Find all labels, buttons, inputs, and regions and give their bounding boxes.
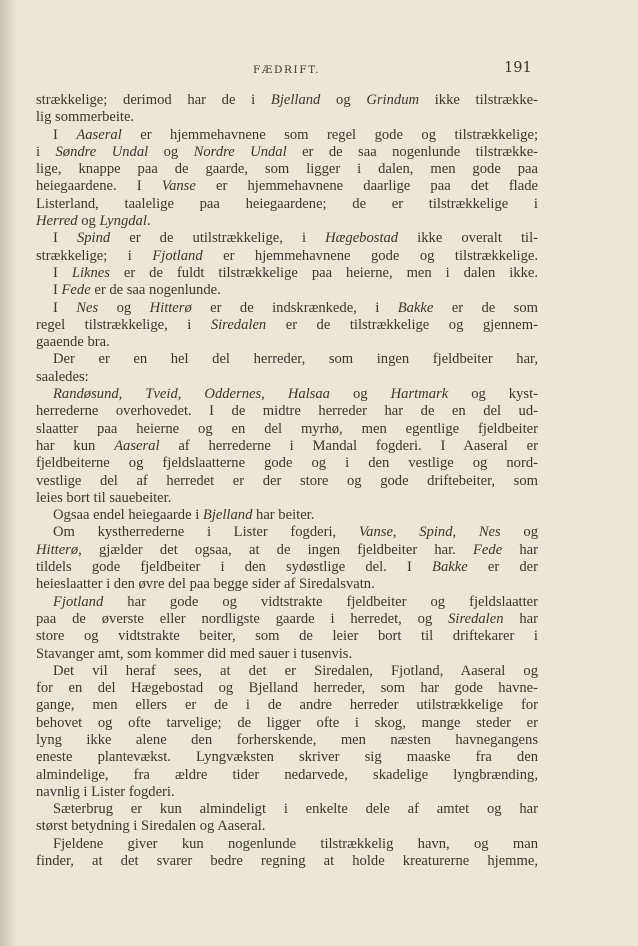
text-line bbox=[36, 628, 538, 645]
text-segment: er de saa nogenlunde tilstrække- bbox=[286, 143, 539, 160]
text-line bbox=[36, 178, 538, 195]
italic-place-name: Fjotland bbox=[152, 247, 203, 264]
text-line bbox=[36, 524, 538, 541]
text-segment: i bbox=[36, 143, 56, 160]
text-line bbox=[36, 438, 538, 455]
text-segment: ikke overalt til- bbox=[398, 230, 538, 247]
text-line bbox=[36, 559, 538, 576]
italic-place-name: Aaseral bbox=[114, 437, 160, 454]
text-line bbox=[36, 403, 538, 420]
text-segment: gaaende bra. bbox=[36, 334, 110, 351]
text-segment: og bbox=[320, 92, 367, 108]
running-head: FÆDRIFT. bbox=[253, 64, 321, 76]
text-line bbox=[36, 818, 538, 835]
text-segment: og bbox=[148, 143, 194, 160]
text-line bbox=[36, 127, 538, 144]
text-segment: Fjeldene giver kun nogenlunde tilstrækkelig havn, og man bbox=[53, 835, 538, 852]
text-segment: er de saa nogenlunde. bbox=[90, 282, 221, 299]
italic-place-name: Vanse bbox=[161, 178, 196, 195]
italic-place-name: Siredalen bbox=[448, 610, 504, 627]
text-segment: paa de øverste eller nordligste gaarde i herredet, og bbox=[36, 610, 449, 627]
text-line bbox=[36, 455, 538, 472]
text-segment: lige, knappe paa de gaarde, som ligger i dalen, men gode paa bbox=[36, 161, 538, 178]
italic-place-name: Nordre Undal bbox=[193, 143, 287, 160]
text-segment: heiegaardene. I bbox=[36, 178, 162, 195]
italic-place-name: Spind bbox=[76, 230, 111, 247]
text-line bbox=[36, 282, 538, 299]
text-segment: har gode og vidtstrakte fjeldbeiter og fjeldslaatter bbox=[103, 593, 538, 610]
text-segment: har bbox=[502, 541, 538, 558]
text-segment: ikke tilstrække- bbox=[419, 92, 538, 108]
text-segment: navnlig i Lister fogderi. bbox=[36, 783, 175, 800]
text-line bbox=[36, 663, 538, 680]
text-segment: Stavanger amt, som kommer did med sauer i tusenvis. bbox=[36, 645, 353, 662]
italic-place-name: Siredalen bbox=[210, 316, 267, 333]
text-segment: tildels gode fjeldbeiter i den sydøstlige del. I bbox=[36, 559, 433, 576]
text-segment: Sæterbrug er kun almindeligt i enkelte dele af amtet og har bbox=[53, 801, 538, 818]
text-line bbox=[36, 732, 538, 749]
italic-place-name: Randøsund, Tveid, Oddernes, Halsaa bbox=[53, 386, 330, 403]
text-segment: leies bort til sauebeiter. bbox=[36, 489, 172, 506]
text-segment: vestlige del af herredet er der store og gode driftebeiter, som bbox=[36, 472, 538, 489]
text-segment: og bbox=[98, 299, 150, 316]
text-segment: Der er en hel del herreder, som ingen fjeldbeiter har, bbox=[53, 351, 538, 368]
text-segment: Det vil heraf sees, at det er Siredalen, Fjotland, Aaseral og bbox=[53, 662, 538, 679]
italic-place-name: Liknes bbox=[71, 264, 110, 281]
text-line bbox=[36, 196, 538, 213]
text-segment: eneste plantevækst. Lyngvæksten skriver sig maaske fra den bbox=[36, 749, 538, 766]
italic-place-name: Grindum bbox=[366, 92, 420, 108]
text-segment: herrederne overhovedet. I de midtre herreder har de en del ud- bbox=[36, 403, 538, 420]
text-segment: fjeldbeiterne og fjeldslaatterne gode og i den vestlige og nord- bbox=[36, 455, 538, 472]
page-number: 191 bbox=[504, 60, 532, 76]
text-segment: slaatter paa heierne og en del myrhø, men egentlige fjeldbeiter bbox=[36, 420, 538, 437]
text-line bbox=[36, 213, 538, 230]
text-line bbox=[36, 784, 538, 801]
text-segment: heieslaatter i den øvre del paa begge sider af Siredalsvatn. bbox=[36, 576, 375, 593]
text-line bbox=[36, 473, 538, 490]
text-segment: I bbox=[53, 264, 72, 281]
text-line bbox=[36, 715, 538, 732]
text-segment: I bbox=[53, 282, 62, 299]
text-line bbox=[36, 680, 538, 697]
text-segment: af herrederne i Mandal fogderi. I Aaseral er bbox=[159, 437, 538, 454]
text-segment: har kun bbox=[36, 437, 115, 454]
text-line bbox=[36, 421, 538, 438]
italic-place-name: Bakke bbox=[397, 299, 434, 316]
italic-place-name: Nes bbox=[76, 299, 99, 316]
text-line bbox=[36, 697, 538, 714]
page-header bbox=[0, 58, 638, 78]
text-line bbox=[36, 594, 538, 611]
body-text bbox=[36, 92, 538, 870]
text-segment: er de indskrænkede, i bbox=[191, 299, 398, 316]
text-segment: er hjemmehavnene daarlige paa det flade bbox=[195, 178, 538, 195]
italic-place-name: Vanse, Spind, Nes bbox=[358, 524, 501, 541]
text-segment: regel tilstrækkelige, i bbox=[36, 316, 211, 333]
text-segment: I bbox=[53, 299, 77, 316]
text-segment: behovet og ofte tarvelige; de ligger ofte i skog, mange steder er bbox=[36, 714, 538, 731]
italic-place-name: Lyngdal bbox=[99, 213, 147, 230]
text-segment: er de utilstrækkelige, i bbox=[110, 230, 326, 247]
text-segment: . bbox=[146, 213, 151, 230]
text-line bbox=[36, 92, 538, 109]
text-segment: lig sommerbeite. bbox=[36, 109, 135, 126]
italic-place-name: Bakke bbox=[432, 559, 468, 576]
text-segment: og kyst- bbox=[448, 386, 538, 403]
text-line bbox=[36, 351, 538, 368]
text-line bbox=[36, 507, 538, 524]
text-line bbox=[36, 161, 538, 178]
text-segment: har bbox=[503, 610, 538, 627]
text-line bbox=[36, 109, 538, 126]
text-segment: saaledes: bbox=[36, 368, 89, 385]
italic-place-name: Bjelland bbox=[202, 507, 253, 524]
text-segment: for en del Hægebostad og Bjelland herreder, som har gode havne- bbox=[36, 680, 538, 697]
text-segment: Om kystherrederne i Lister fogderi, bbox=[53, 524, 359, 541]
text-line bbox=[36, 749, 538, 766]
text-segment: er de som bbox=[433, 299, 539, 316]
text-line bbox=[36, 767, 538, 784]
italic-place-name: Hægebostad bbox=[325, 230, 399, 247]
text-segment: Ogsaa endel heiegaarde i bbox=[53, 507, 203, 524]
text-line bbox=[36, 542, 538, 559]
text-segment: almindelige, fra ældre tider nedarvede, skadelige lyngbrænding, bbox=[36, 766, 538, 783]
text-line bbox=[36, 317, 538, 334]
text-line bbox=[36, 369, 538, 386]
italic-place-name: Hitterø bbox=[36, 541, 79, 558]
italic-place-name: Fede bbox=[473, 541, 503, 558]
text-segment: store og vidtstrakte beiter, som de leier bort til driftekarer i bbox=[36, 628, 538, 645]
text-line bbox=[36, 576, 538, 593]
text-line bbox=[36, 836, 538, 853]
page-gutter-shadow bbox=[0, 0, 16, 946]
text-segment: I bbox=[53, 230, 77, 247]
text-line bbox=[36, 230, 538, 247]
text-line bbox=[36, 265, 538, 282]
text-segment: lyng ikke alene den forherskende, men næsten havnegangens bbox=[36, 731, 538, 748]
text-line bbox=[36, 300, 538, 317]
text-segment: , gjælder det ogsaa, at de ingen fjeldbeiter har. bbox=[78, 541, 474, 558]
text-segment: er de fuldt tilstrækkelige paa heierne, men i dalen ikke. bbox=[109, 264, 538, 281]
text-segment: I bbox=[53, 126, 77, 143]
text-segment: og bbox=[500, 524, 538, 541]
text-line bbox=[36, 611, 538, 628]
text-line bbox=[36, 386, 538, 403]
text-segment: størst betydning i Siredalen og Aaseral. bbox=[36, 818, 266, 835]
italic-place-name: Hitterø bbox=[149, 299, 192, 316]
text-segment: er hjemmehavnene som regel gode og tilstrækkelige; bbox=[121, 126, 538, 143]
text-line bbox=[36, 801, 538, 818]
text-segment: og bbox=[329, 386, 391, 403]
text-segment: er hjemmehavnene gode og tilstrækkelige. bbox=[202, 247, 538, 264]
text-line bbox=[36, 646, 538, 663]
text-segment: finder, at det svarer bedre regning at holde kreaturerne hjemme, bbox=[36, 853, 538, 870]
text-segment: er der bbox=[467, 559, 538, 576]
text-line bbox=[36, 853, 538, 870]
italic-place-name: Herred bbox=[36, 213, 78, 230]
text-line bbox=[36, 334, 538, 351]
italic-place-name: Fede bbox=[61, 282, 91, 299]
text-segment: og bbox=[77, 213, 100, 230]
text-line bbox=[36, 144, 538, 161]
italic-place-name: Søndre Undal bbox=[55, 143, 149, 160]
text-segment: strækkelige; derimod har de i bbox=[36, 92, 271, 108]
text-segment: gange, men ellers er de i de andre herreder utilstrækkelige for bbox=[36, 697, 538, 714]
text-segment: er de tilstrækkelige og gjennem- bbox=[266, 316, 538, 333]
italic-place-name: Fjotland bbox=[53, 593, 104, 610]
italic-place-name: Aaseral bbox=[76, 126, 122, 143]
text-segment: strækkelige; i bbox=[36, 247, 153, 264]
italic-place-name: Hartmark bbox=[390, 386, 449, 403]
text-line bbox=[36, 248, 538, 265]
text-segment: har beiter. bbox=[252, 507, 315, 524]
text-line bbox=[36, 490, 538, 507]
italic-place-name: Bjelland bbox=[270, 92, 321, 108]
text-segment: Listerland, taalelige paa heiegaardene; de er tilstrækkelige i bbox=[36, 195, 538, 212]
